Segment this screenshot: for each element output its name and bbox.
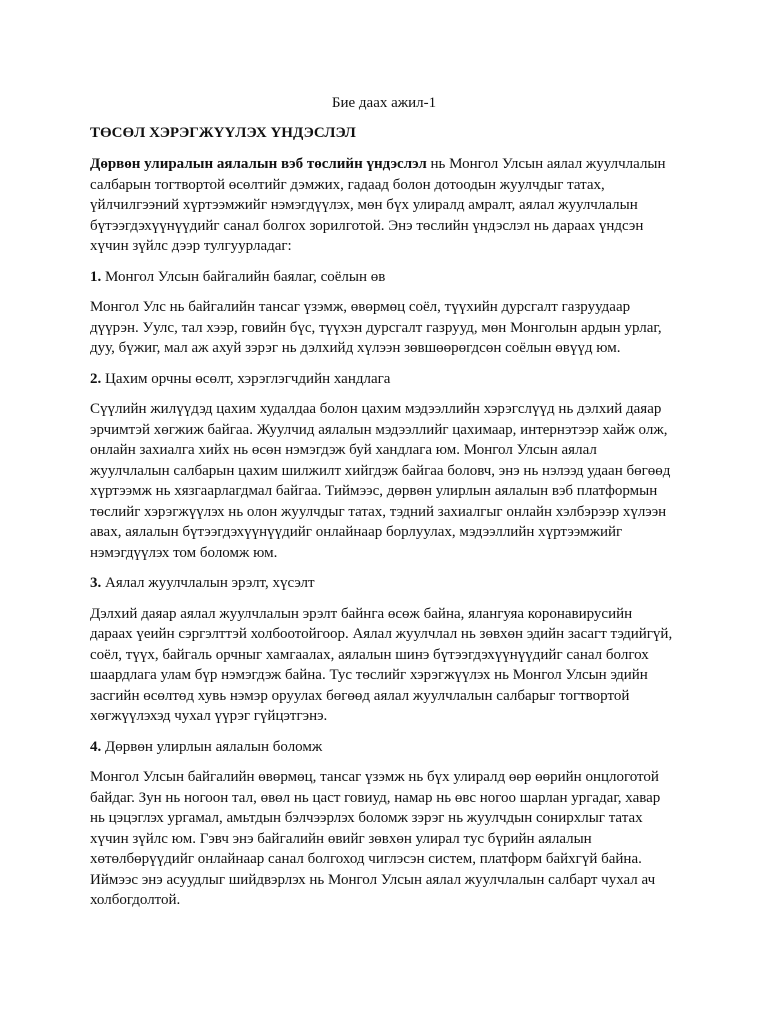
- section-2-title: [90, 369, 678, 390]
- section-2-title-text: Цахим орчны өсөлт, хэрэглэгчдийн хандлага: [101, 370, 391, 387]
- section-4-number: 4.: [90, 738, 102, 755]
- document-heading: ТӨСӨЛ ХЭРЭГЖҮҮЛЭХ ҮНДЭСЛЭЛ: [90, 125, 356, 141]
- section-1-title: [90, 267, 678, 288]
- section-1-number: 1.: [90, 268, 102, 285]
- intro-text: нь Монгол Улсын аялал жуулчлалын салбарын тогтвортой өсөлтийг дэмжих, гадаад болон дотоодын жуулчдыг татах, үйлчилгээний хүртээмжийг нэмэгдүүлэх, мөн бүх улиралд амралт, аялал жуулчлалын бүтээгдэхүүнүүдийг санал болгох зорилготой. Энэ төслийн үндэслэл нь дараах үндсэн хүчин зүйлс дээр тулгуурладаг:: [90, 156, 666, 254]
- section-4-title-text: Дөрвөн улирлын аялалын боломж: [101, 738, 323, 755]
- intro-lead: Дөрвөн улиралын аялалын вэб төслийн үндэслэл: [90, 156, 427, 172]
- section-2-body: Сүүлийн жилүүдэд цахим худалдаа болон цахим мэдээллийн хэрэгслүүд нь дэлхий даяар эрчимтэй хөгжиж байгаа. Жуулчид аялалын мэдээллийг цахимаар, интернэтээр хайж олж, онлайн захиалга хийх нь өсөн нэмэгдэж буй хандлага юм. Монгол Улсын аялал жуулчлалын салбарын цахим шилжилт хийгдэж байгаа боловч, энэ нь нэлээд удаан бөгөөд хүртээмж нь хязгаарлагдмал байгаа. Тиймээс, дөрвөн улирлын аялалын вэб платформын төслийг хэрэгжүүлэх нь олон жуулчдыг татах, тэдний захиалгыг онлайн хэлбэрээр хүлээн авах, аялалын бүтээгдэхүүнүүдийг онлайнаар борлуулах, мэдээллийн хүртээмжийг нэмэгдүүлэх том боломж юм.: [90, 401, 671, 561]
- section-4-body: Монгол Улсын байгалийн өвөрмөц, тансаг үзэмж нь бүх улиралд өөр өөрийн онцлоготой байдаг. Зун нь ногоон тал, өвөл нь цаст говиуд, намар нь өвс ногоо шарлан ургадаг, хавар нь цэцэглэх ургамал, амьтдын бэлчээрлэх боломж зэрэг нь жуулчдын сонирхлыг татах хүчин зүйлс юм. Гэвч энэ байгалийн өвийг зөвхөн улирал тус бүрийн аялалын хөтөлбөрүүдийг онлайнаар санал болгоход чиглэсэн систем, платформ байхгүй байна. Иймээс энэ асуудлыг шийдвэрлэх нь Монгол Улсын аялал жуулчлалын салбарт чухал ач холбогдолтой.: [90, 769, 661, 908]
- intro-paragraph: [90, 154, 678, 257]
- section-2-number: 2.: [90, 370, 102, 387]
- section-3-number: 3.: [90, 575, 102, 591]
- section-3-body: Дэлхий даяар аялал жуулчлалын эрэлт байнга өсөж байна, ялангуяа коронавирусийн дараах үеийн сэргэлттэй холбоотойгоор. Аялал жуулчлал нь зөвхөн эдийн засагт тэдийгүй, соёл, түүх, байгаль орчныг хамгаалах, аялалын шинэ бүтээгдэхүүнүүдийг санал болгох шаардлага улам бүр нэмэгдэж байна. Тус төслийг хэрэгжүүлэх нь Монгол Улсын эдийн засгийн өсөлтөд хувь нэмэр оруулах бөгөөд аялал жуулчлалын салбарыг тогтвортой хөгжүүлэхэд чухал үүрэг гүйцэтгэнэ.: [90, 605, 673, 724]
- section-1-title-text: Монгол Улсын байгалийн баялаг, соёлын өв: [101, 268, 386, 285]
- document-title: Бие даах ажил-1: [331, 95, 437, 111]
- section-3-title: [90, 573, 678, 594]
- section-1-body: Монгол Улс нь байгалийн тансаг үзэмж, өвөрмөц соёл, түүхийн дурсгалт газруудаар дүүрэн. Уулс, тал хээр, говийн бүс, түүхэн дурсгалт газрууд, мөн Монголын ардын урлаг, дуу, бүжиг, мал аж ахуй зэрэг нь дэлхийд хүлээн зөвшөөрөгдсөн соёлын өвүүд юм.: [90, 299, 662, 356]
- section-4-title: [90, 737, 678, 758]
- section-3-title-text: Аялал жуулчлалын эрэлт, хүсэлт: [101, 575, 315, 591]
